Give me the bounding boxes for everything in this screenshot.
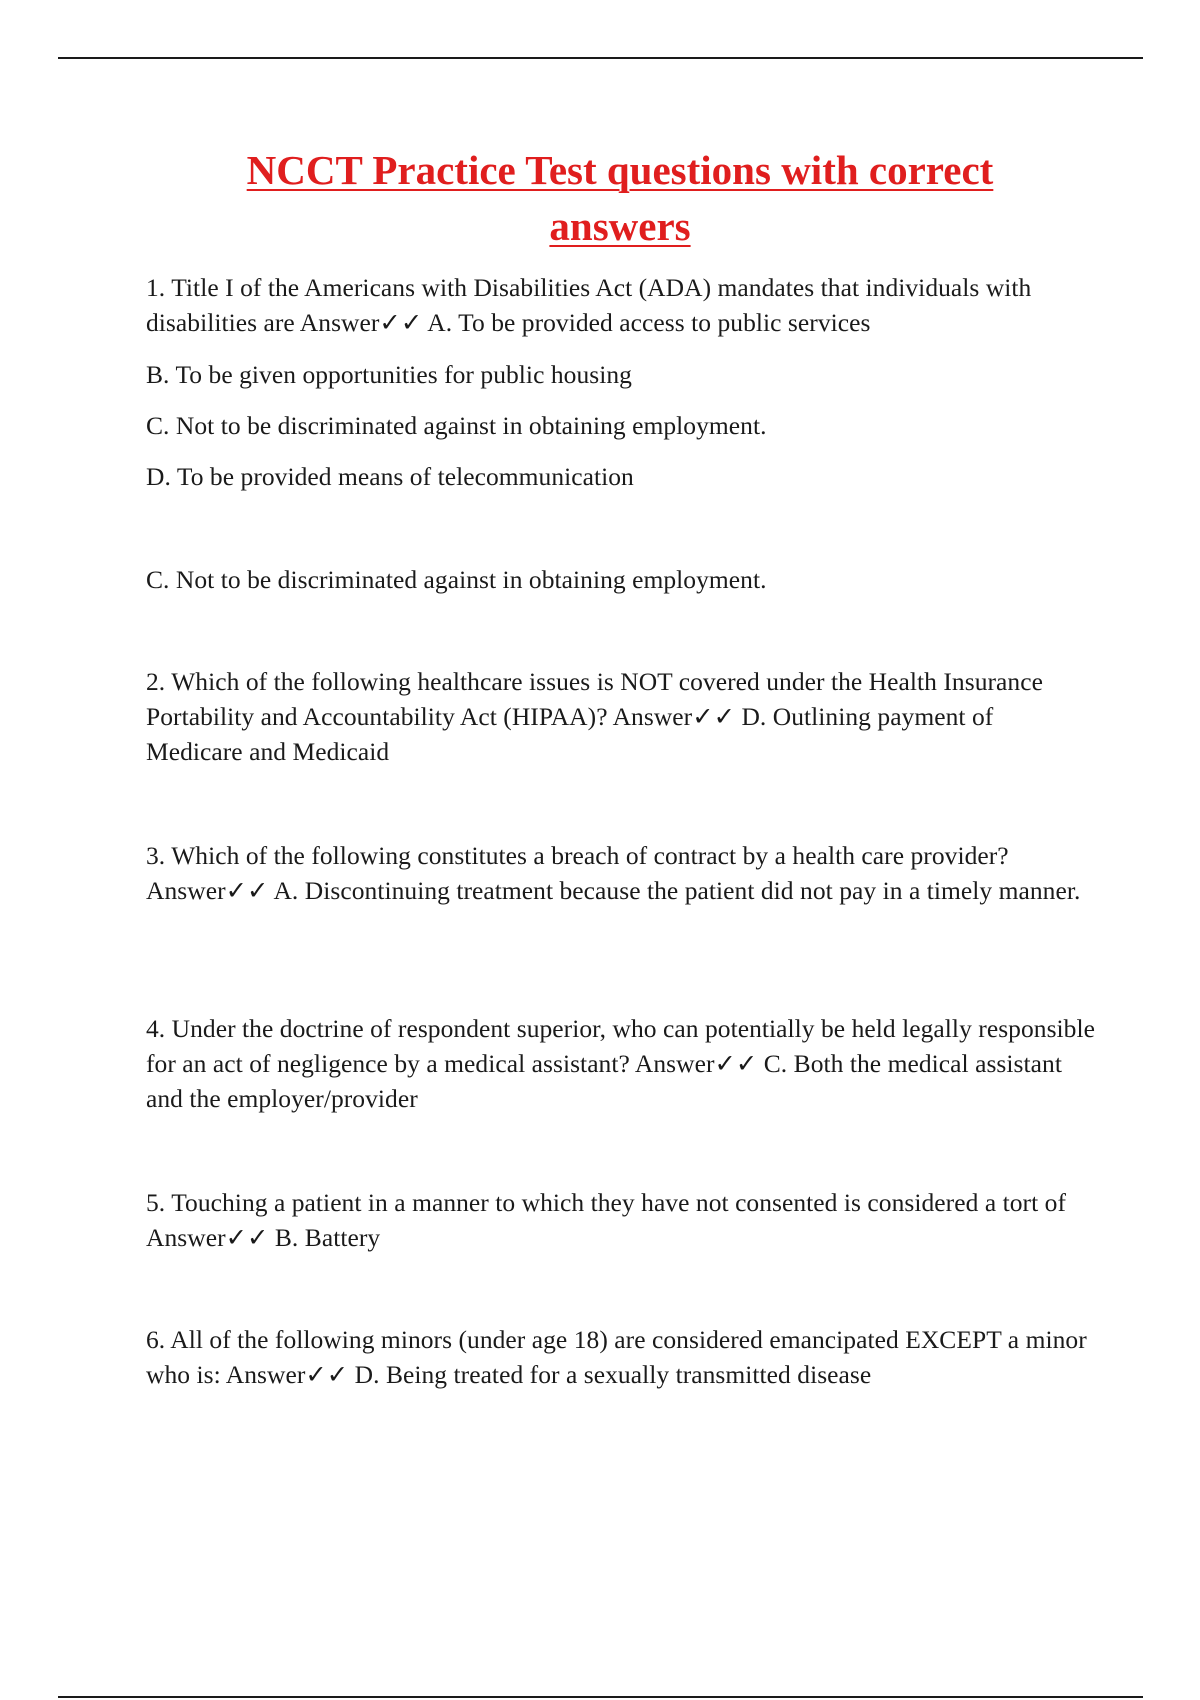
- question-4-text: 4. Under the doctrine of respondent superior, who can potentially be held legally responsible for an act of negligence by a medical assistant? Answer✓✓ C. Both the medical assistant and the employer/provider: [146, 1014, 1095, 1113]
- page-title: NCCT Practice Test questions with correct answers: [246, 147, 994, 249]
- option-d-text: D. To be provided means of telecommunication: [146, 462, 634, 491]
- question-3-text: 3. Which of the following constitutes a breach of contract by a health care provider? Answer✓✓ A. Discontinuing treatment because the patient did not pay in a timely manner.: [146, 841, 1081, 905]
- option-b-text: B. To be given opportunities for public housing: [146, 360, 632, 389]
- question-6-text: 6. All of the following minors (under age 18) are considered emancipated EXCEPT a minor who is: Answer✓✓ D. Being treated for a sexually transmitted disease: [146, 1325, 1087, 1389]
- bottom-rule: [58, 1696, 1143, 1698]
- top-rule: [58, 57, 1143, 59]
- question-1-answer: C. Not to be discriminated against in obtaining employment.: [146, 565, 767, 594]
- question-5-text: 5. Touching a patient in a manner to which they have not consented is considered a tort of Answer✓✓ B. Battery: [146, 1188, 1066, 1252]
- question-2-text: 2. Which of the following healthcare issues is NOT covered under the Health Insurance Portability and Accountability Act (HIPAA)? Answer✓✓ D. Outlining payment of Medicare and Medicaid: [146, 667, 1043, 766]
- option-c-text: C. Not to be discriminated against in obtaining employment.: [146, 411, 767, 440]
- question-1-text: 1. Title I of the Americans with Disabilities Act (ADA) mandates that individuals with disabilities are Answer✓✓ A. To be provided access to public services: [146, 273, 1032, 337]
